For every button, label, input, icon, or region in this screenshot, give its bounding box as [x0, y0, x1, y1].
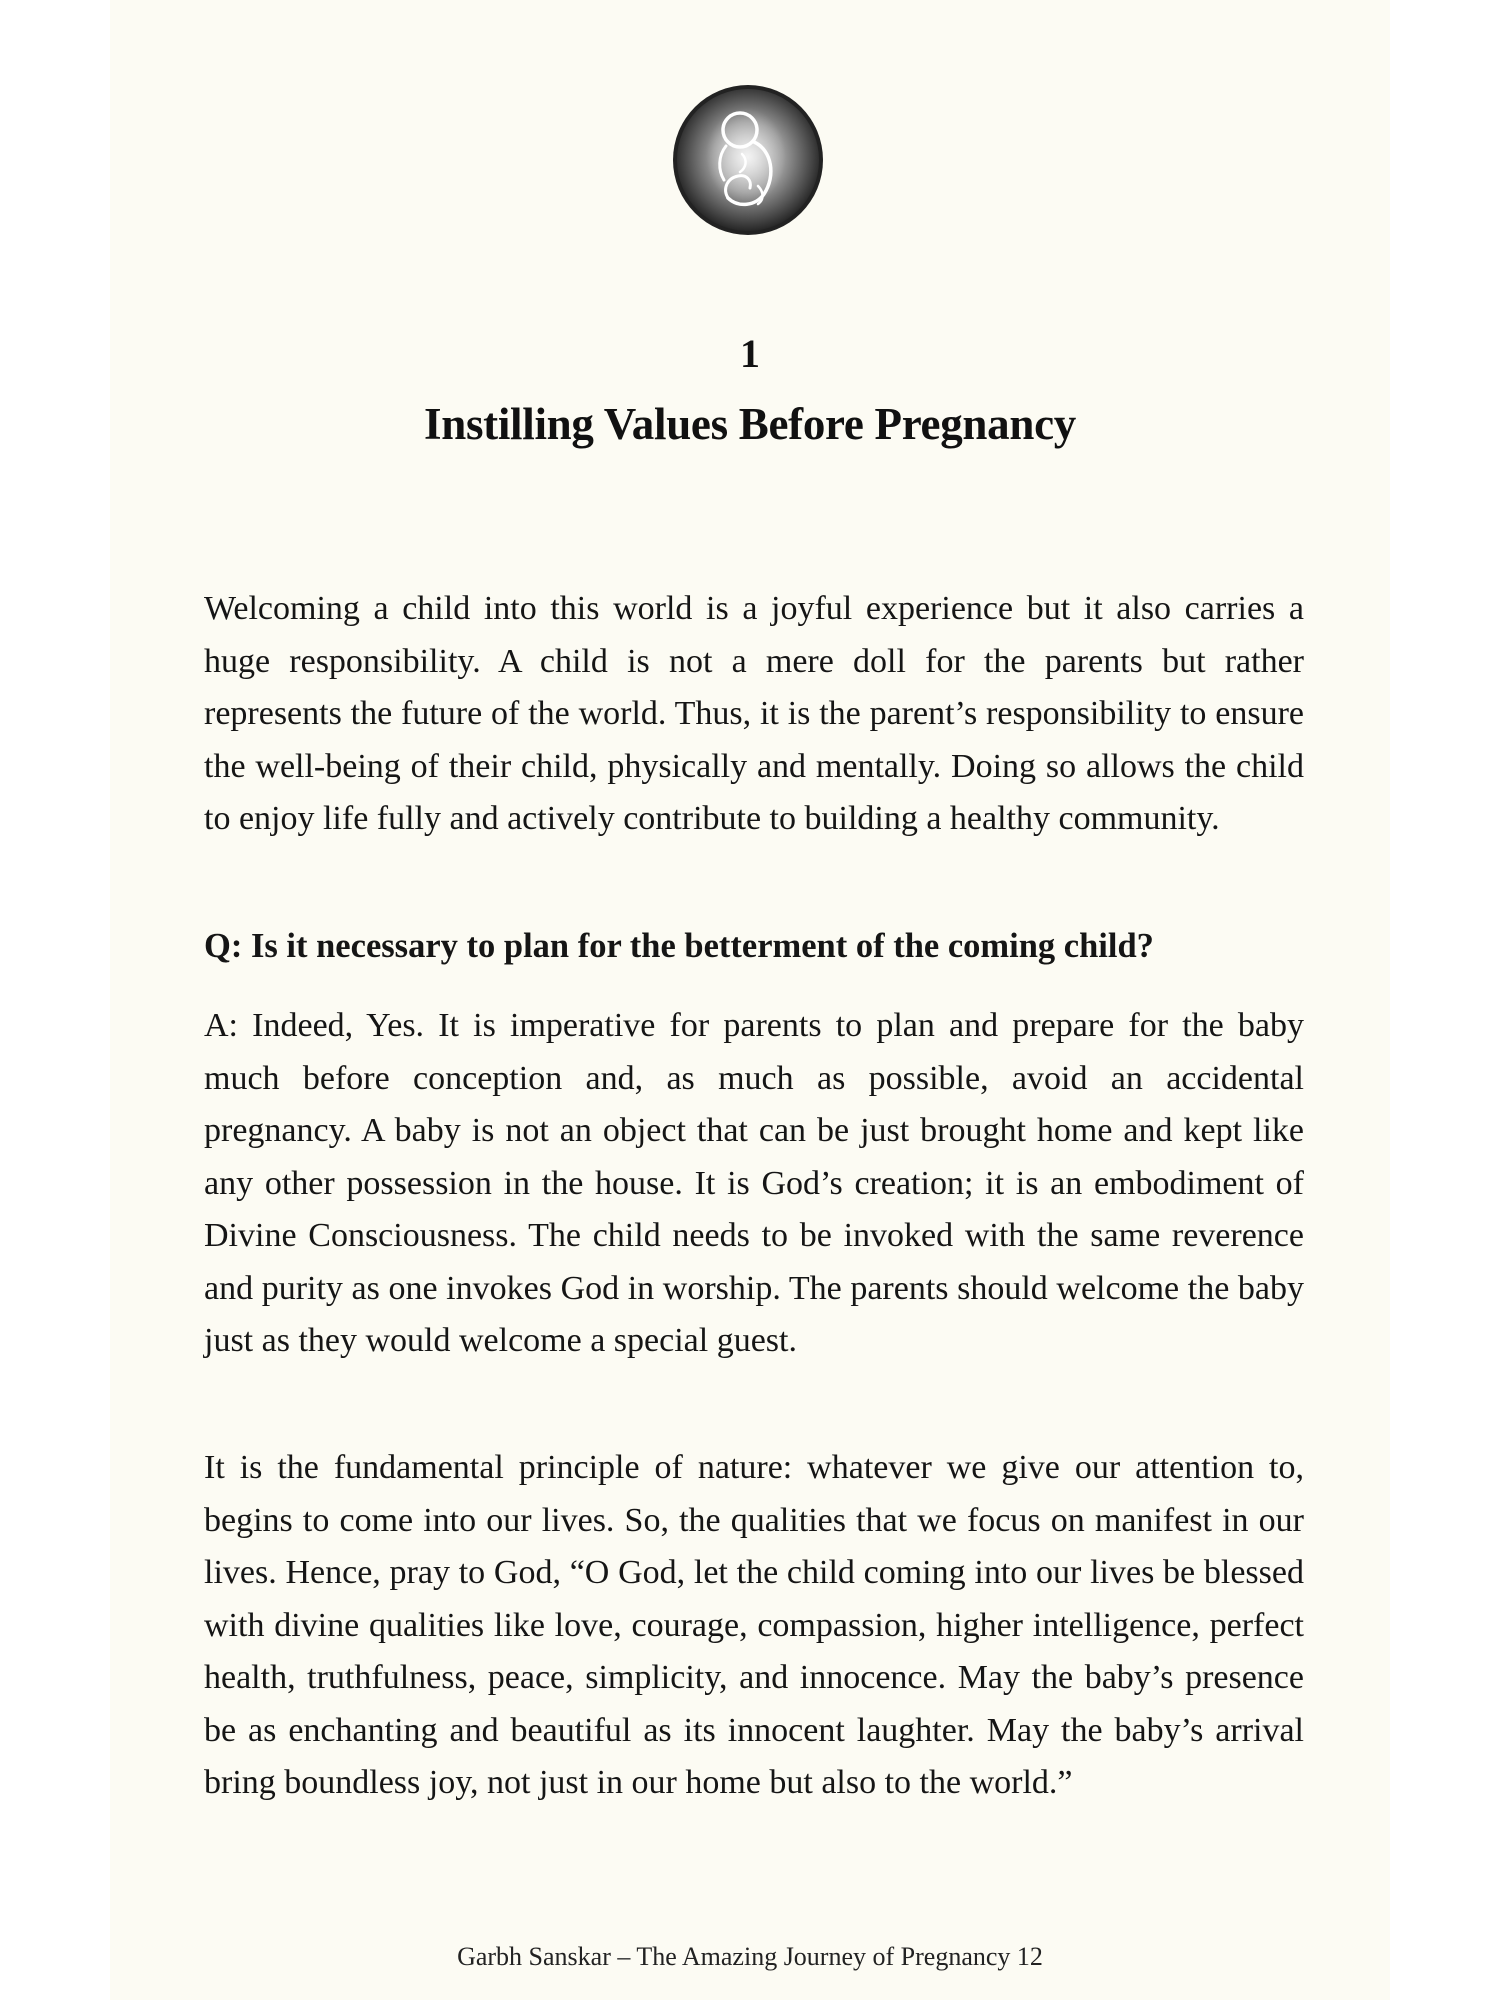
question-heading: Q: Is it necessary to plan for the betterment of the coming child?	[204, 927, 1154, 965]
fetus-icon	[672, 84, 824, 236]
page-footer: Garbh Sanskar – The Amazing Journey of Pregnancy 12	[457, 1942, 1043, 1971]
principle-paragraph: It is the fundamental principle of nature: whatever we give our attention to, begins to come into our lives. So, the qualities that we focus on manifest in our lives. Hence, pray to God, “O God, let the child coming into our lives be blessed with divine qualities like love, courage, compassion, higher intelligence, perfect health, truthfulness, peace, simplicity, and innocence. May the baby’s presence be as enchanting and beautiful as its innocent laughter. May the baby’s arrival bring boundless joy, not just in our home but also to the world.”	[204, 1449, 1304, 1801]
chapter-title: Instilling Values Before Pregnancy	[424, 399, 1076, 449]
chapter-number: 1	[740, 331, 760, 376]
intro-paragraph: Welcoming a child into this world is a joyful experience but it also carries a huge responsibility. A child is not a mere doll for the parents but rather represents the future of the world. Thus, it is the parent’s responsibility to ensure the well-being of their child, physically and mentally. Doing so allows the child to enjoy life fully and actively contribute to building a healthy community.	[204, 590, 1304, 837]
answer-paragraph: A: Indeed, Yes. It is imperative for parents to plan and prepare for the baby much before conception and, as much as possible, avoid an accidental pregnancy. A baby is not an object that can be just brought home and kept like any other possession in the house. It is God’s creation; it is an embodiment of Divine Consciousness. The child needs to be invoked with the same reverence and purity as one invokes God in worship. The parents should welcome the baby just as they would welcome a special guest.	[204, 1007, 1304, 1359]
